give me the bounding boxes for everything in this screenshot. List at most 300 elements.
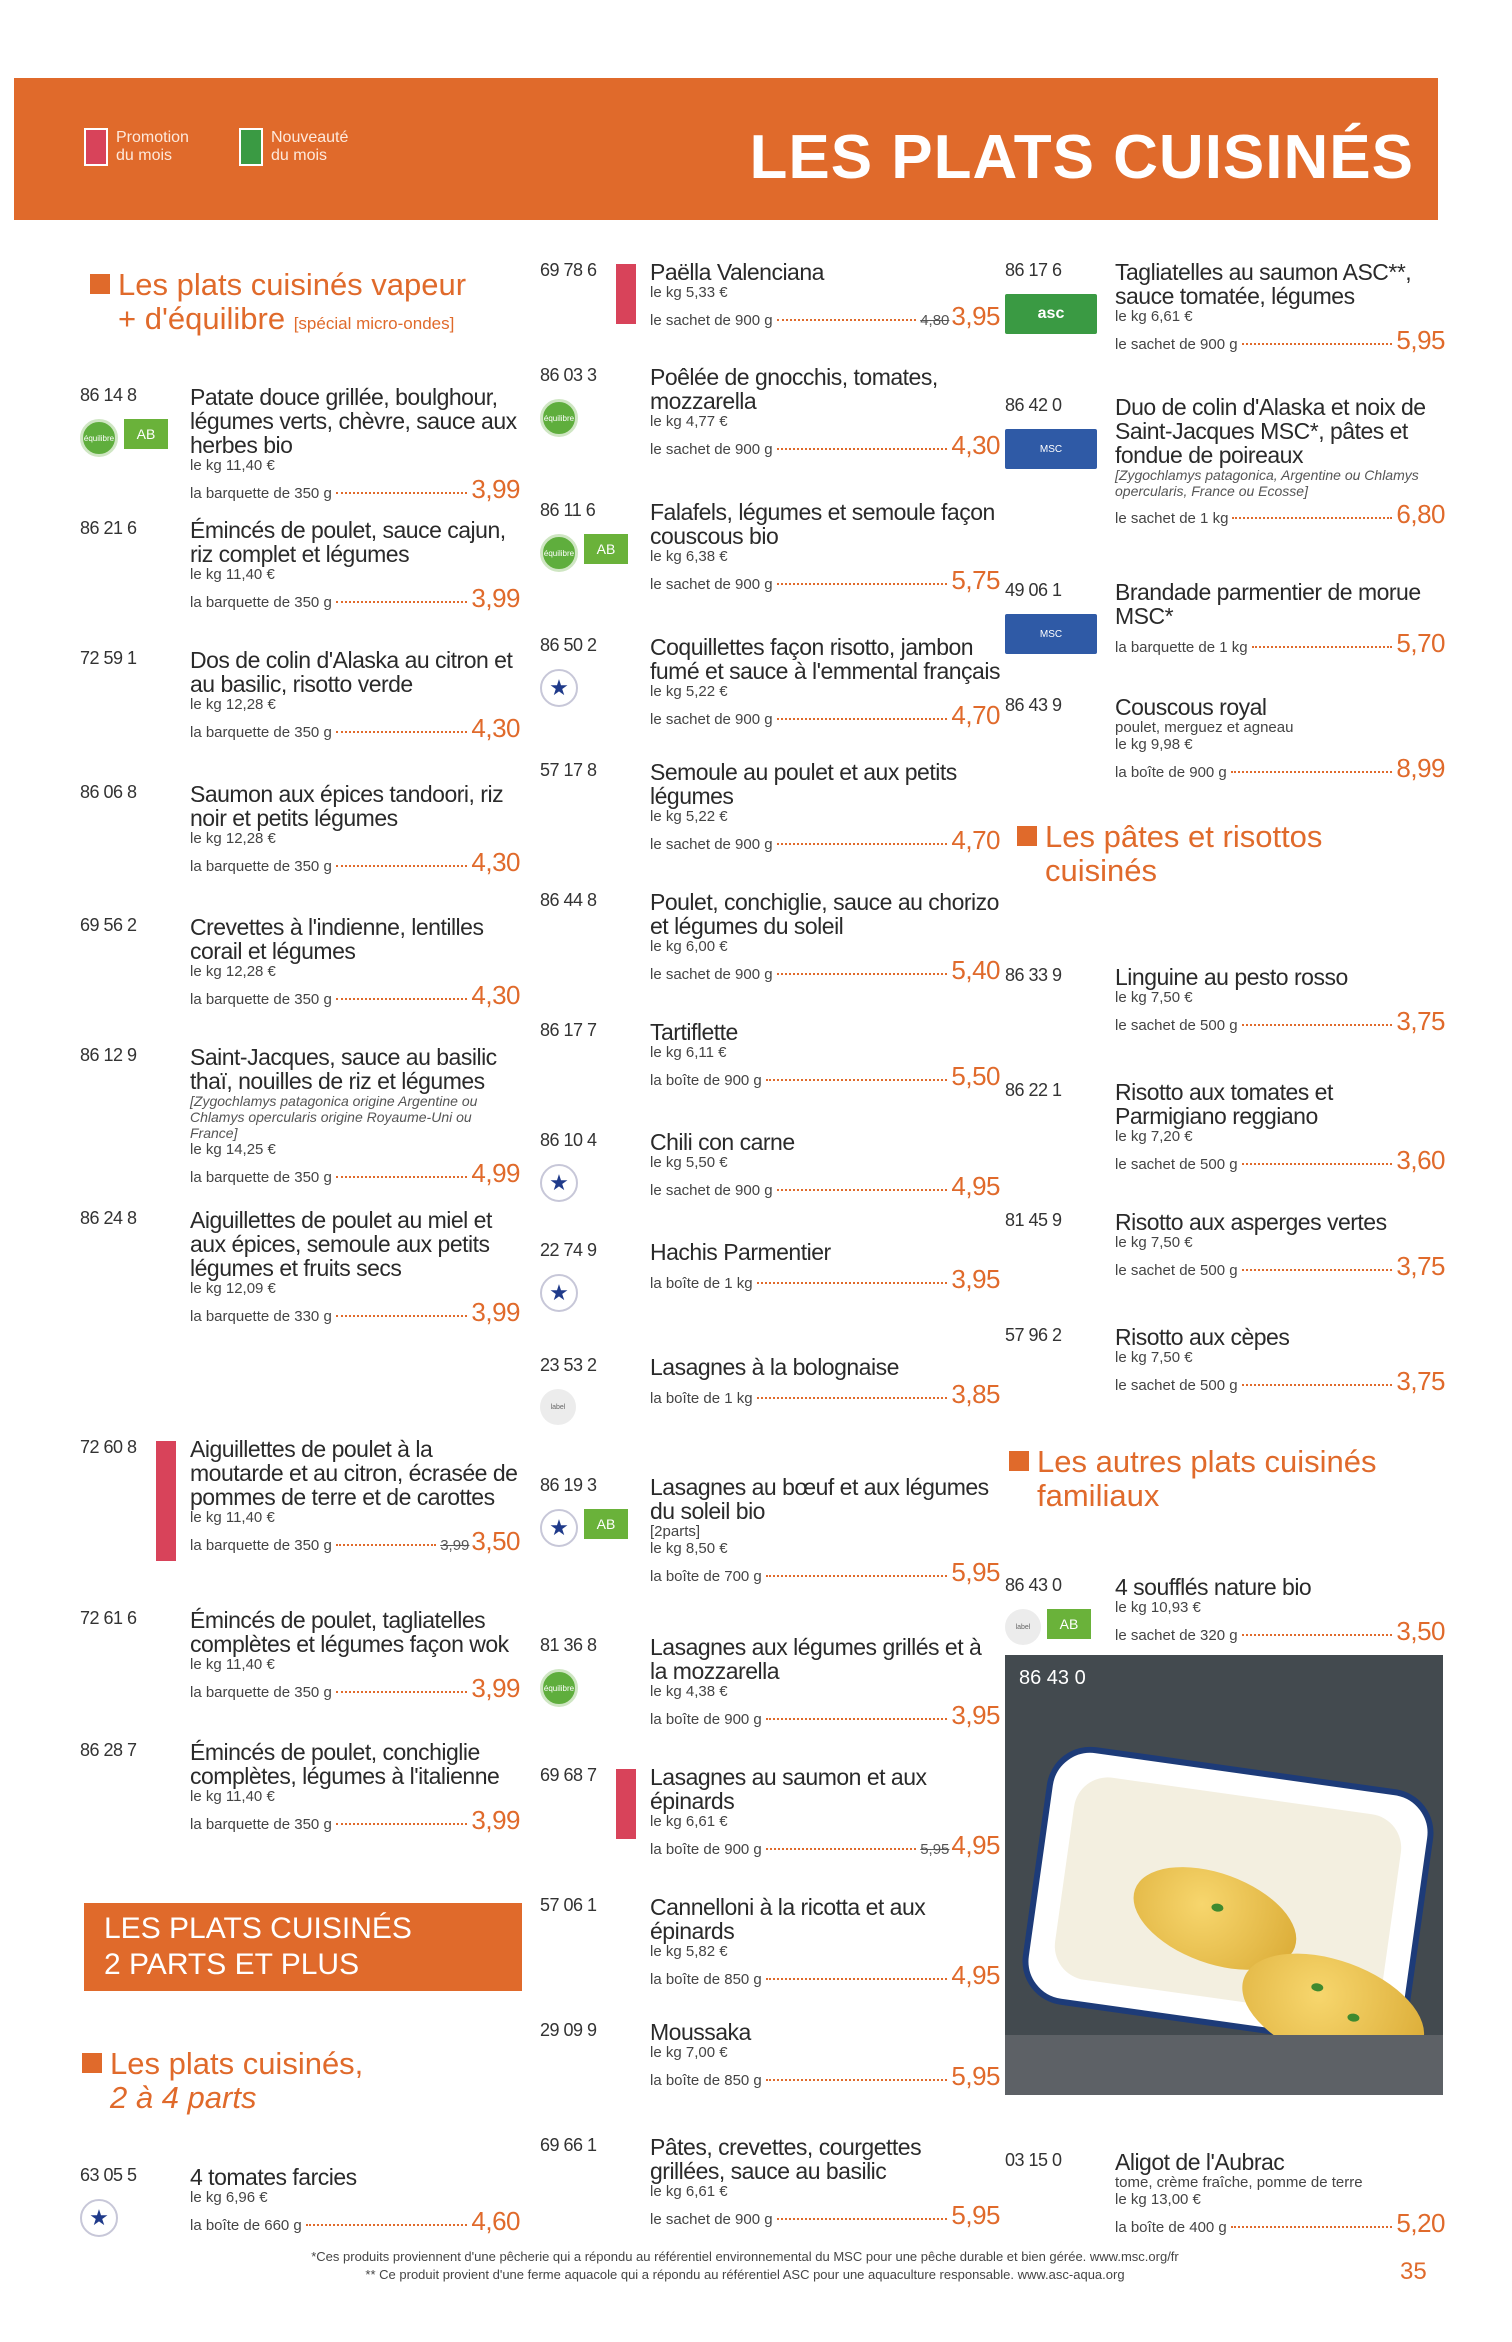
section-title-text-2: 2 à 4 parts <box>110 2080 257 2115</box>
price-per-kg: le kg 7,50 € <box>1115 1234 1193 1251</box>
package-unit: la boîte de 1 kg <box>650 1275 753 1292</box>
promotion-marker <box>616 264 636 324</box>
banner-line-2: 2 PARTS ET PLUS <box>104 1948 360 1981</box>
product-name: Crevettes à l'indienne, lentilles corail et légumes <box>190 914 484 964</box>
product-details <box>650 500 1000 596</box>
product-badges <box>80 419 168 457</box>
package-unit: la barquette de 350 g <box>190 594 332 611</box>
product-details <box>650 1020 1000 1092</box>
product-badges <box>1005 429 1097 469</box>
dot-leader <box>1232 517 1392 519</box>
footnote-asc: ** Ce produit provient d'une ferme aquacole qui a répondu au référentiel ASC pour une aquaculture responsable. www.asc-aqua.org <box>365 2267 1125 2282</box>
banner-line-1: LES PLATS CUISINÉS <box>104 1912 412 1945</box>
package-unit: le sachet de 1 kg <box>1115 510 1229 527</box>
product-code: 86 44 8 <box>540 890 597 910</box>
package-unit: la boîte de 900 g <box>650 1841 762 1858</box>
section-square-icon <box>1009 1451 1029 1471</box>
dot-leader <box>1242 343 1393 345</box>
product-details <box>650 1895 1000 1991</box>
product-code: 72 59 1 <box>80 648 137 668</box>
french-origin-icon: ★ <box>540 1164 578 1202</box>
product-details <box>1115 2150 1445 2239</box>
product-code: 57 96 2 <box>1005 1325 1062 1345</box>
price-per-kg: le kg 5,50 € <box>650 1154 728 1171</box>
dot-leader <box>306 2224 468 2226</box>
equilibre-icon: équilibre <box>80 419 118 457</box>
product-details <box>650 2020 1000 2092</box>
product-details <box>650 760 1000 856</box>
product-details <box>1115 695 1445 784</box>
product-code: 86 33 9 <box>1005 965 1062 985</box>
bio-icon: AB <box>584 534 628 564</box>
product-code: 23 53 2 <box>540 1355 597 1375</box>
package-unit: la barquette de 330 g <box>190 1308 332 1325</box>
price-line <box>1115 1616 1445 1647</box>
product-code: 57 06 1 <box>540 1895 597 1915</box>
package-unit: la boîte de 1 kg <box>650 1390 753 1407</box>
package-unit: le sachet de 900 g <box>650 836 773 853</box>
product-code: 86 50 2 <box>540 635 597 655</box>
product-details <box>1115 1210 1445 1282</box>
price-per-kg: le kg 7,20 € <box>1115 1128 1193 1145</box>
price-line <box>650 825 1000 856</box>
product-name: Saint-Jacques, sauce au basilic thaï, nouilles de riz et légumes <box>190 1044 497 1094</box>
product-name: Linguine au pesto rosso <box>1115 964 1348 990</box>
product-code: 29 09 9 <box>540 2020 597 2040</box>
photo-product-code: 86 43 0 <box>1019 1667 1086 1689</box>
product-name: 4 tomates farcies <box>190 2164 357 2190</box>
price-line <box>650 301 1000 332</box>
price-line <box>650 1379 1000 1410</box>
price-line <box>190 1526 520 1557</box>
product-badges <box>1005 1609 1091 1645</box>
price-line <box>1115 1251 1445 1282</box>
price-per-kg: le kg 6,00 € <box>650 938 728 955</box>
section-square-icon <box>90 274 110 294</box>
product-name: Duo de colin d'Alaska et noix de Saint-Jacques MSC*, pâtes et fondue de poireaux <box>1115 394 1426 468</box>
price-per-kg: le kg 10,93 € <box>1115 1599 1201 1616</box>
price: 3,60 <box>1396 1145 1445 1175</box>
product-badges <box>1005 614 1097 654</box>
product-details <box>1115 1575 1445 1647</box>
price-line <box>1115 628 1445 659</box>
promotion-marker <box>156 1441 176 1561</box>
product-name: Poêlée de gnocchis, tomates, mozzarella <box>650 364 938 414</box>
product-code: 86 28 7 <box>80 1740 137 1760</box>
price: 4,30 <box>471 980 520 1010</box>
product-code: 69 68 7 <box>540 1765 597 1785</box>
dot-leader <box>1231 2226 1393 2228</box>
product-badges <box>540 1164 578 1202</box>
price-per-kg: le kg 6,61 € <box>650 2183 728 2200</box>
product-code: 86 24 8 <box>80 1208 137 1228</box>
product-code: 86 10 4 <box>540 1130 597 1150</box>
dot-leader <box>1242 1024 1393 1026</box>
product-code: 86 17 7 <box>540 1020 597 1040</box>
price: 5,70 <box>1396 628 1445 658</box>
cloth-image <box>1005 2035 1443 2095</box>
price-line <box>190 583 520 614</box>
french-origin-icon: ★ <box>540 1509 578 1547</box>
product-name: Émincés de poulet, tagliatelles complètes et légumes façon wok <box>190 1607 509 1657</box>
package-unit: la barquette de 350 g <box>190 1537 332 1554</box>
page-number: 35 <box>1400 2258 1427 2285</box>
product-details <box>190 782 520 878</box>
price-per-kg: le kg 7,00 € <box>650 2044 728 2061</box>
product-details <box>190 1045 520 1189</box>
price: 4,95 <box>951 1171 1000 1201</box>
price-line <box>650 1700 1000 1731</box>
price-line <box>650 1830 1000 1861</box>
dot-leader <box>766 1848 916 1850</box>
price-line <box>190 980 520 1011</box>
product-name: Falafels, légumes et semoule façon couscous bio <box>650 499 995 549</box>
package-unit: la barquette de 350 g <box>190 991 332 1008</box>
product-details <box>650 260 1000 332</box>
section-title-text-2: familiaux <box>1037 1478 1160 1513</box>
price-line <box>190 1297 520 1328</box>
price: 4,95 <box>951 1830 1000 1860</box>
price-per-kg: le kg 6,38 € <box>650 548 728 565</box>
product-details <box>190 648 520 744</box>
product-code: 81 45 9 <box>1005 1210 1062 1230</box>
product-details <box>190 385 520 505</box>
price-line <box>650 565 1000 596</box>
package-unit: la boîte de 900 g <box>650 1072 762 1089</box>
product-details <box>1115 965 1445 1037</box>
price-per-kg: le kg 4,38 € <box>650 1683 728 1700</box>
product-photo <box>1005 1655 1443 2095</box>
product-details <box>1115 1325 1445 1397</box>
price: 4,99 <box>471 1158 520 1188</box>
price: 5,20 <box>1396 2208 1445 2238</box>
price-per-kg: le kg 9,98 € <box>1115 736 1193 753</box>
product-details <box>190 518 520 614</box>
price-line <box>1115 753 1445 784</box>
product-details <box>190 1608 520 1704</box>
section-square-icon <box>1017 826 1037 846</box>
product-code: 86 43 0 <box>1005 1575 1062 1595</box>
package-unit: le sachet de 900 g <box>650 2211 773 2228</box>
package-unit: la boîte de 850 g <box>650 1971 762 1988</box>
price: 5,95 <box>951 2200 1000 2230</box>
msc-icon: MSC <box>1005 429 1097 469</box>
product-name: Chili con carne <box>650 1129 795 1155</box>
product-badges <box>540 534 628 572</box>
product-name: Émincés de poulet, sauce cajun, riz complet et légumes <box>190 517 506 567</box>
price-line <box>650 2061 1000 2092</box>
price-line <box>650 1557 1000 1588</box>
price: 3,75 <box>1396 1251 1445 1281</box>
section-square-icon <box>82 2053 102 2073</box>
dot-leader <box>1242 1269 1393 1271</box>
product-name: Risotto aux tomates et Parmigiano reggiano <box>1115 1079 1333 1129</box>
product-name: Tagliatelles au saumon ASC**, sauce tomatée, légumes <box>1115 259 1412 309</box>
package-unit: le sachet de 500 g <box>1115 1377 1238 1394</box>
product-code: 22 74 9 <box>540 1240 597 1260</box>
product-name: Risotto aux cèpes <box>1115 1324 1290 1350</box>
dot-leader <box>777 718 948 720</box>
dot-leader <box>1252 646 1393 648</box>
price: 3,75 <box>1396 1366 1445 1396</box>
price: 3,95 <box>951 301 1000 331</box>
banner-2-parts <box>84 1903 522 1991</box>
product-name: Patate douce grillée, boulghour, légumes verts, chèvre, sauce aux herbes bio <box>190 384 517 458</box>
price: 4,60 <box>471 2206 520 2236</box>
dot-leader <box>336 1176 468 1178</box>
price: 4,30 <box>471 847 520 877</box>
product-name: Lasagnes au bœuf et aux légumes du soleil bio <box>650 1474 989 1524</box>
dot-leader <box>766 1575 948 1577</box>
product-badges <box>540 1509 628 1547</box>
price: 4,30 <box>951 430 1000 460</box>
price: 5,95 <box>1396 325 1445 355</box>
package-unit: la boîte de 900 g <box>1115 764 1227 781</box>
dot-leader <box>766 1978 948 1980</box>
price: 5,50 <box>951 1061 1000 1091</box>
price-line <box>1115 2208 1445 2239</box>
label-icon: label <box>1005 1609 1041 1645</box>
price-per-kg: le kg 6,61 € <box>650 1813 728 1830</box>
product-subtitle: tome, crème fraîche, pomme de terre <box>1115 2174 1363 2191</box>
dot-leader <box>336 1544 436 1546</box>
package-unit: le sachet de 900 g <box>650 966 773 983</box>
footnotes <box>150 2248 1340 2284</box>
package-unit: la boîte de 850 g <box>650 2072 762 2089</box>
product-code: 72 60 8 <box>80 1437 137 1457</box>
price: 8,99 <box>1396 753 1445 783</box>
product-code: 69 66 1 <box>540 2135 597 2155</box>
equilibre-icon: équilibre <box>540 399 578 437</box>
price-per-kg: le kg 5,82 € <box>650 1943 728 1960</box>
label-icon: label <box>540 1389 576 1425</box>
package-unit: le sachet de 900 g <box>650 312 773 329</box>
page-title: LES PLATS CUISINÉS <box>749 123 1414 192</box>
package-unit: le sachet de 500 g <box>1115 1262 1238 1279</box>
price: 3,99 <box>471 1805 520 1835</box>
price-per-kg: le kg 14,25 € <box>190 1141 276 1158</box>
price-line <box>650 1171 1000 1202</box>
product-details <box>1115 260 1445 356</box>
price: 3,95 <box>951 1700 1000 1730</box>
price: 3,75 <box>1396 1006 1445 1036</box>
product-origin: [Zygochlamys patagonica origine Argentine ou Chlamys opercularis origine Royaume-Uni ou France] <box>190 1093 478 1141</box>
package-unit: la barquette de 350 g <box>190 724 332 741</box>
price-line <box>190 847 520 878</box>
price: 5,95 <box>951 2061 1000 2091</box>
product-badges <box>540 399 578 437</box>
product-code: 86 14 8 <box>80 385 137 405</box>
price: 4,70 <box>951 700 1000 730</box>
french-origin-icon: ★ <box>540 669 578 707</box>
price-per-kg: le kg 5,22 € <box>650 808 728 825</box>
dot-leader <box>1242 1384 1393 1386</box>
package-unit: le sachet de 500 g <box>1115 1017 1238 1034</box>
product-code: 86 06 8 <box>80 782 137 802</box>
product-name: Émincés de poulet, conchiglie complètes, légumes à l'italienne <box>190 1739 500 1789</box>
dot-leader <box>336 1691 468 1693</box>
dot-leader <box>757 1397 948 1399</box>
product-code: 86 22 1 <box>1005 1080 1062 1100</box>
product-name: Semoule au poulet et aux petits légumes <box>650 759 957 809</box>
product-badges <box>540 1669 578 1707</box>
price-line <box>650 955 1000 986</box>
legend-nouveaute <box>239 128 366 166</box>
product-code: 86 12 9 <box>80 1045 137 1065</box>
package-unit: le sachet de 900 g <box>650 711 773 728</box>
price-per-kg: le kg 12,28 € <box>190 963 276 980</box>
product-code: 86 03 3 <box>540 365 597 385</box>
package-unit: la barquette de 350 g <box>190 1684 332 1701</box>
old-price: 4,80 <box>920 312 950 329</box>
package-unit: le sachet de 900 g <box>650 576 773 593</box>
product-name: Lasagnes au saumon et aux épinards <box>650 1764 927 1814</box>
dot-leader <box>766 1079 948 1081</box>
price-per-kg: le kg 13,00 € <box>1115 2191 1201 2208</box>
dot-leader <box>766 1718 948 1720</box>
footnote-msc: *Ces produits proviennent d'une pêcherie qui a répondu au référentiel environnemental du MSC pour une pêche durable et bien gérée. www.msc.org/fr <box>311 2249 1179 2264</box>
product-details <box>1115 580 1445 659</box>
product-details <box>650 1130 1000 1202</box>
price-per-kg: le kg 12,28 € <box>190 830 276 847</box>
price-per-kg: le kg 11,40 € <box>190 1509 275 1526</box>
section-title-2-4-parts <box>82 2047 363 2115</box>
package-unit: le sachet de 900 g <box>650 1182 773 1199</box>
section-title-text-2: cuisinés <box>1045 853 1157 888</box>
price-per-kg: le kg 7,50 € <box>1115 1349 1193 1366</box>
product-name: Saumon aux épices tandoori, riz noir et petits légumes <box>190 781 504 831</box>
price-line <box>650 2200 1000 2231</box>
price-per-kg: le kg 11,40 € <box>190 1788 275 1805</box>
product-name: Dos de colin d'Alaska au citron et au basilic, risotto verde <box>190 647 513 697</box>
product-badges <box>1005 294 1097 334</box>
dot-leader <box>777 319 917 321</box>
package-unit: le sachet de 500 g <box>1115 1156 1238 1173</box>
product-details <box>190 1208 520 1328</box>
equilibre-icon: équilibre <box>540 1669 578 1707</box>
price: 4,95 <box>951 1960 1000 1990</box>
price: 4,30 <box>471 713 520 743</box>
price-line <box>650 430 1000 461</box>
french-origin-icon: ★ <box>80 2199 118 2237</box>
bio-icon: AB <box>124 419 168 449</box>
price-per-kg: le kg 11,40 € <box>190 1656 275 1673</box>
product-name: Couscous royal <box>1115 694 1267 720</box>
price: 3,50 <box>471 1526 520 1556</box>
package-unit: la boîte de 400 g <box>1115 2219 1227 2236</box>
price-per-kg: le kg 11,40 € <box>190 566 275 583</box>
legend-promotion-label: Promotion du mois <box>116 129 189 164</box>
dish-image <box>1017 1741 1439 2053</box>
product-name: Aiguillettes de poulet au miel et aux épices, semoule aux petits légumes et fruits secs <box>190 1207 492 1281</box>
price: 3,99 <box>471 474 520 504</box>
legend-promotion <box>84 128 211 166</box>
msc-icon: MSC <box>1005 614 1097 654</box>
product-details <box>650 365 1000 461</box>
section-title-text: Les plats cuisinés vapeur <box>118 267 467 302</box>
product-details <box>1115 395 1445 530</box>
package-unit: la barquette de 350 g <box>190 485 332 502</box>
product-details <box>650 1635 1000 1731</box>
dot-leader <box>777 1189 948 1191</box>
product-name: Hachis Parmentier <box>650 1239 831 1265</box>
price-per-kg: le kg 6,11 € <box>650 1044 727 1061</box>
price-per-kg: le kg 5,33 € <box>650 284 728 301</box>
package-unit: la barquette de 1 kg <box>1115 639 1248 656</box>
price-line <box>1115 499 1445 530</box>
package-unit: le sachet de 900 g <box>650 441 773 458</box>
promotion-swatch <box>84 128 108 166</box>
price: 6,80 <box>1396 499 1445 529</box>
dot-leader <box>766 2079 948 2081</box>
price-per-kg: le kg 8,50 € <box>650 1540 728 1557</box>
product-code: 57 17 8 <box>540 760 597 780</box>
product-name: Lasagnes à la bolognaise <box>650 1354 899 1380</box>
product-code: 86 19 3 <box>540 1475 597 1495</box>
section-title-pates <box>1017 820 1322 888</box>
product-subtitle: [2parts] <box>650 1523 701 1540</box>
price: 3,85 <box>951 1379 1000 1409</box>
package-unit: la boîte de 900 g <box>650 1711 762 1728</box>
price-line <box>190 1805 520 1836</box>
price-line <box>650 1960 1000 1991</box>
product-origin: [Zygochlamys patagonica, Argentine ou Chlamys opercularis, France ou Ecosse] <box>1115 467 1419 499</box>
dot-leader <box>336 1315 468 1317</box>
dot-leader <box>1231 771 1393 773</box>
dot-leader <box>336 601 468 603</box>
product-code: 63 05 5 <box>80 2165 137 2185</box>
price-per-kg: le kg 4,77 € <box>650 413 728 430</box>
package-unit: la barquette de 350 g <box>190 1169 332 1186</box>
product-code: 49 06 1 <box>1005 580 1062 600</box>
legend-nouveaute-label: Nouveauté du mois <box>271 129 349 164</box>
nouveaute-swatch <box>239 128 263 166</box>
product-badges <box>80 2199 118 2237</box>
product-code: 86 43 9 <box>1005 695 1062 715</box>
price-line <box>1115 325 1445 356</box>
package-unit: la barquette de 350 g <box>190 858 332 875</box>
section-title-text: Les pâtes et risottos <box>1045 819 1323 854</box>
product-badges <box>540 1389 576 1425</box>
section-note: [spécial micro-ondes] <box>293 314 455 333</box>
product-details <box>190 915 520 1011</box>
dot-leader <box>336 1823 468 1825</box>
product-details <box>190 1437 520 1557</box>
price-line <box>1115 1006 1445 1037</box>
bio-icon: AB <box>584 1509 628 1539</box>
product-code: 86 21 6 <box>80 518 137 538</box>
product-code: 69 78 6 <box>540 260 597 280</box>
product-details <box>650 1765 1000 1861</box>
section-title-text: Les plats cuisinés, <box>110 2046 364 2081</box>
product-details <box>650 635 1000 731</box>
section-title-autres <box>1009 1445 1376 1513</box>
price-per-kg: le kg 12,28 € <box>190 696 276 713</box>
price: 3,99 <box>471 583 520 613</box>
product-code: 81 36 8 <box>540 1635 597 1655</box>
package-unit: la boîte de 700 g <box>650 1568 762 1585</box>
legend <box>84 128 366 166</box>
package-unit: le sachet de 320 g <box>1115 1627 1238 1644</box>
product-details <box>650 1355 1000 1410</box>
page-header <box>14 78 1438 220</box>
price-line <box>190 1158 520 1189</box>
price-line <box>190 2206 520 2237</box>
price-per-kg: le kg 5,22 € <box>650 683 728 700</box>
dot-leader <box>336 998 468 1000</box>
dot-leader <box>1242 1163 1393 1165</box>
product-name: Aiguillettes de poulet à la moutarde et au citron, écrasée de pommes de terre et de carottes <box>190 1436 518 1510</box>
